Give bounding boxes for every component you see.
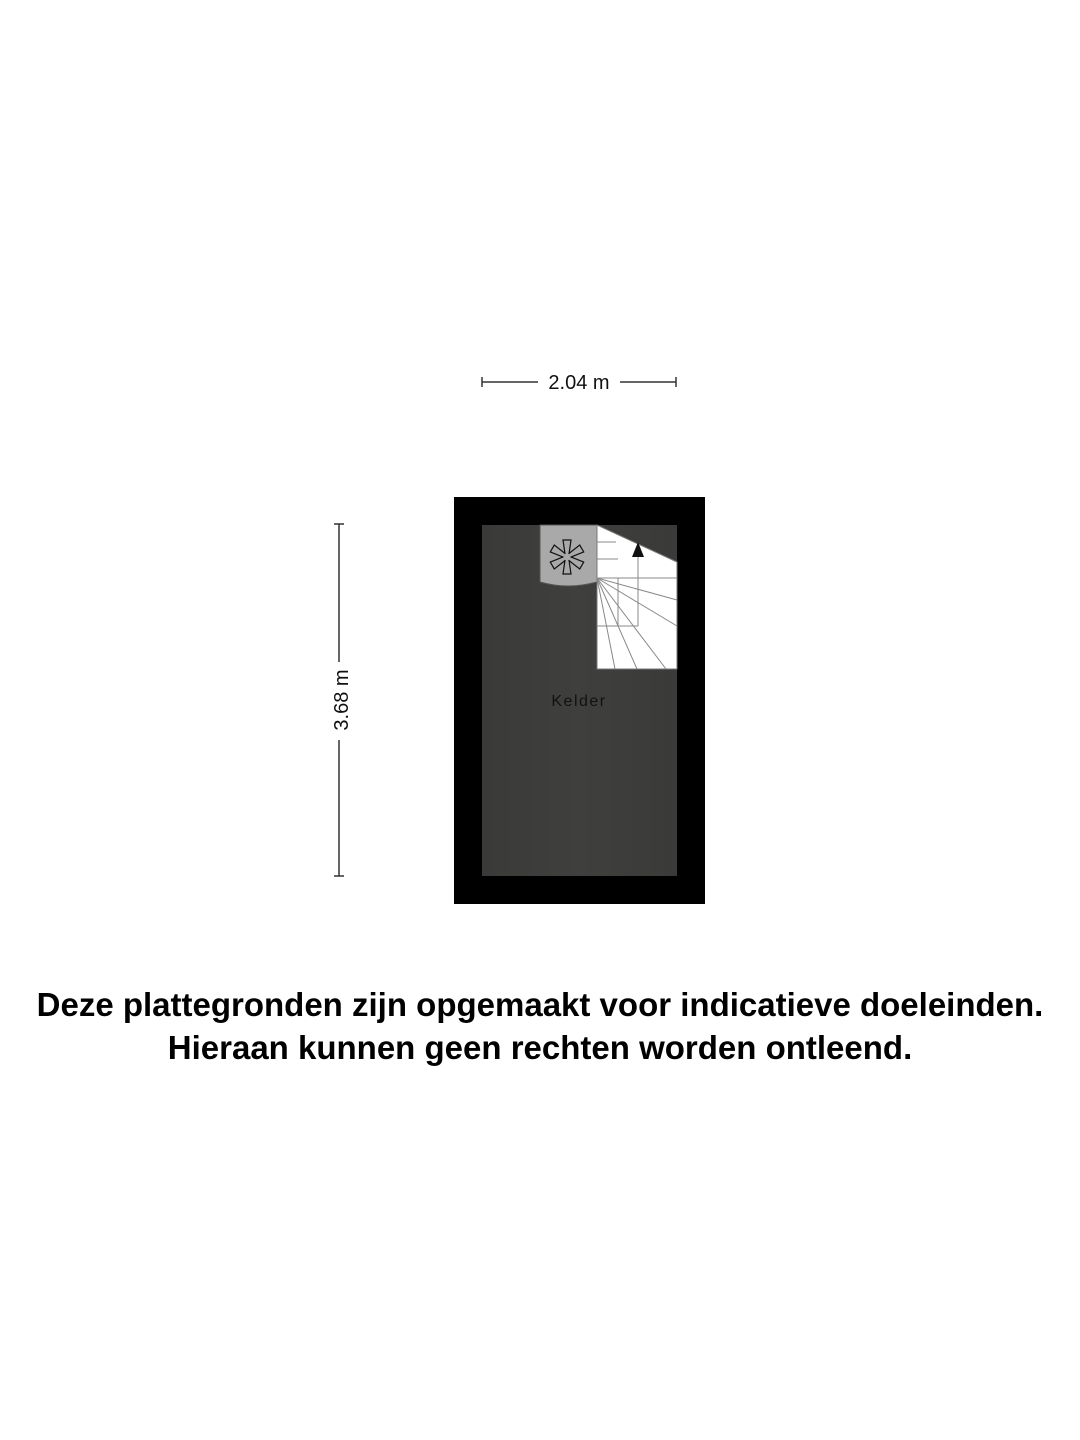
disclaimer-line-1: Deze plattegronden zijn opgemaakt voor indicatieve doeleinden. xyxy=(36,986,1044,1023)
height-dimension xyxy=(331,524,353,876)
height-dimension-label: 3.68 m xyxy=(331,669,353,731)
disclaimer-line-2: Hieraan kunnen geen rechten worden ontleend. xyxy=(167,1029,913,1066)
width-dimension xyxy=(482,372,676,394)
room-label: Kelder xyxy=(551,693,607,710)
width-dimension-label: 2.04 m xyxy=(548,372,610,394)
disclaimer xyxy=(0,983,1080,1069)
ventilation-fan-icon xyxy=(540,525,597,586)
